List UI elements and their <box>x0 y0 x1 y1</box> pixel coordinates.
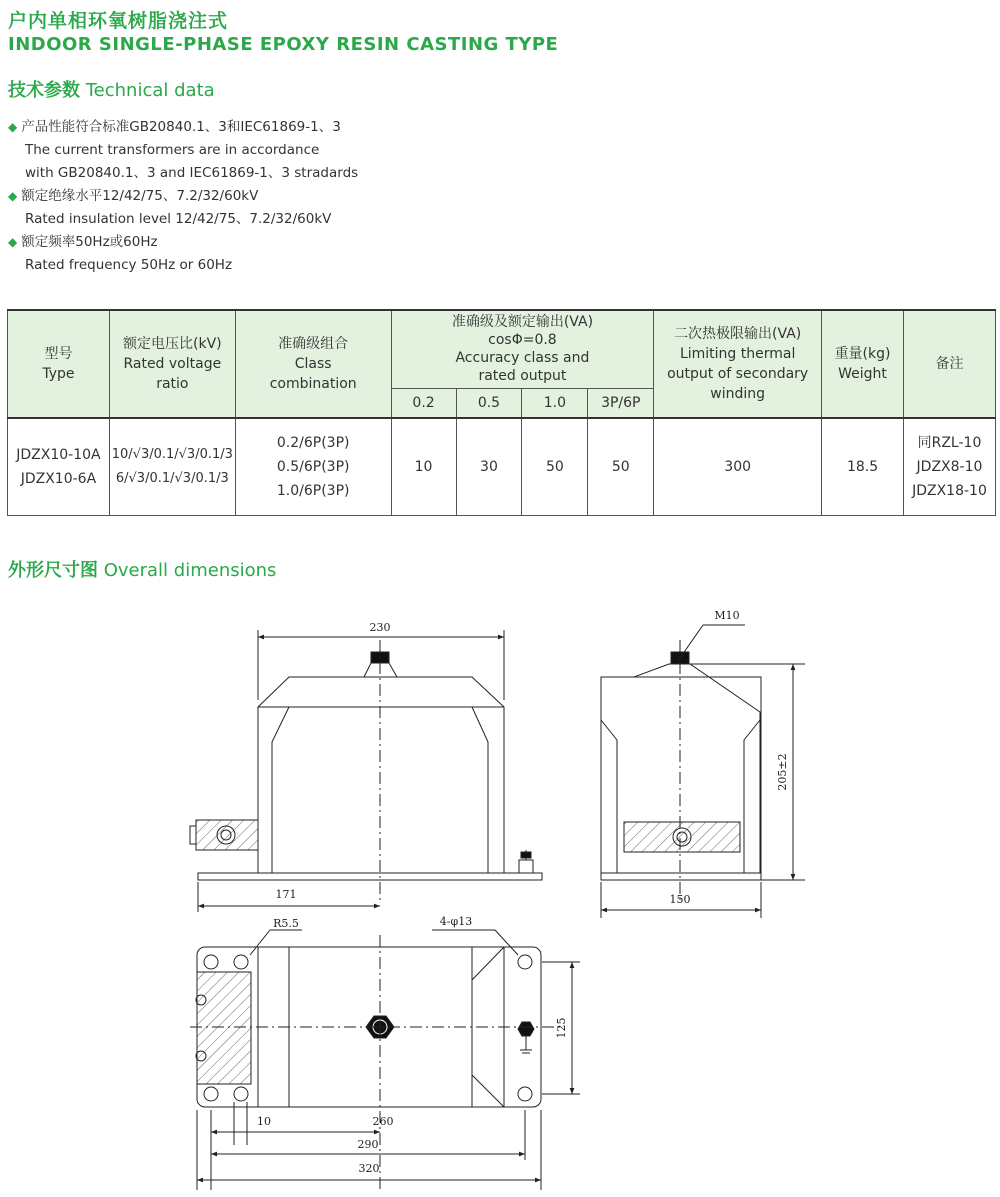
diamond-bullet-icon: ◆ <box>8 235 18 249</box>
side-view <box>601 625 805 918</box>
spec-text-cn: 额定绝缘水平12/42/75、7.2/32/60kV <box>21 188 259 204</box>
front-view <box>190 630 542 912</box>
header-type: 型号 Type <box>8 310 110 418</box>
cell-output-0-5: 30 <box>456 418 522 516</box>
dim-label: 320 <box>358 1162 380 1175</box>
dim-label: 10 <box>257 1115 271 1128</box>
spec-text-en: Rated insulation level 12/42/75、7.2/32/60kV <box>25 211 332 227</box>
diamond-bullet-icon: ◆ <box>8 120 18 134</box>
header-acc-0-5: 0.5 <box>456 388 522 418</box>
header-accuracy: 准确级及额定输出(VA) cosΦ=0.8 Accuracy class and rated output <box>391 310 654 388</box>
section-heading-cn: 技术参数 <box>8 80 80 101</box>
dim-label: M10 <box>714 609 740 622</box>
cell-ratio: 10/√3/0.1/√3/0.1/3 6/√3/0.1/√3/0.1/3 <box>109 418 235 516</box>
section-heading-overall-dimensions <box>8 556 276 582</box>
dim-label: 150 <box>669 893 691 906</box>
diamond-bullet-icon: ◆ <box>8 189 18 203</box>
cell-output-1-0: 50 <box>522 418 588 516</box>
spec-text-cn: 产品性能符合标准GB20840.1、3和IEC61869-1、3 <box>21 119 341 135</box>
spec-text-cn: 额定频率50Hz或60Hz <box>21 234 158 250</box>
technical-data-table <box>7 309 996 516</box>
section-heading-en: Overall dimensions <box>103 560 277 581</box>
section-heading-technical-data <box>8 76 215 102</box>
spec-text-en: The current transformers are in accordance <box>25 142 320 158</box>
spec-item <box>8 185 358 208</box>
cell-output-0-2: 10 <box>391 418 456 516</box>
header-weight: 重量(kg) Weight <box>822 310 904 418</box>
page-title-en: INDOOR SINGLE-PHASE EPOXY RESIN CASTING TYPE <box>8 34 559 55</box>
table-row <box>8 418 996 516</box>
cell-thermal: 300 <box>654 418 822 516</box>
dim-label: 290 <box>357 1138 379 1151</box>
header-acc-1-0: 1.0 <box>522 388 588 418</box>
spec-item <box>8 231 358 254</box>
dim-label: R5.5 <box>273 917 299 930</box>
dim-label: 171 <box>275 888 297 901</box>
header-ratio: 额定电压比(kV) Rated voltage ratio <box>109 310 235 418</box>
header-class: 准确级组合 Class combination <box>235 310 391 418</box>
spec-text-en: Rated frequency 50Hz or 60Hz <box>25 257 233 273</box>
header-acc-0-2: 0.2 <box>391 388 456 418</box>
dim-label: 230 <box>369 621 391 634</box>
page-title-cn: 户内单相环氧树脂浇注式 <box>8 10 229 32</box>
cell-type: JDZX10-10A JDZX10-6A <box>8 418 110 516</box>
header-acc-3p-6p: 3P/6P <box>588 388 654 418</box>
cell-remark: 同RZL-10 JDZX8-10 JDZX18-10 <box>903 418 995 516</box>
spec-item <box>8 116 358 139</box>
spec-text-en: with GB20840.1、3 and IEC61869-1、3 stradards <box>25 165 359 181</box>
dim-label: 4-φ13 <box>439 915 473 928</box>
top-view <box>190 930 580 1190</box>
section-heading-en: Technical data <box>85 80 215 101</box>
dim-label: 125 <box>555 1017 568 1039</box>
section-heading-cn: 外形尺寸图 <box>8 560 98 581</box>
dim-label: 205±2 <box>776 753 789 791</box>
cell-class: 0.2/6P(3P) 0.5/6P(3P) 1.0/6P(3P) <box>235 418 391 516</box>
dimension-drawing <box>0 590 1000 1197</box>
cell-output-3p-6p: 50 <box>588 418 654 516</box>
cell-weight: 18.5 <box>822 418 904 516</box>
header-thermal: 二次热极限输出(VA) Limiting thermal output of secondary winding <box>654 310 822 418</box>
header-remark: 备注 <box>903 310 995 418</box>
dim-label: 260 <box>372 1115 394 1128</box>
spec-list <box>8 116 358 277</box>
